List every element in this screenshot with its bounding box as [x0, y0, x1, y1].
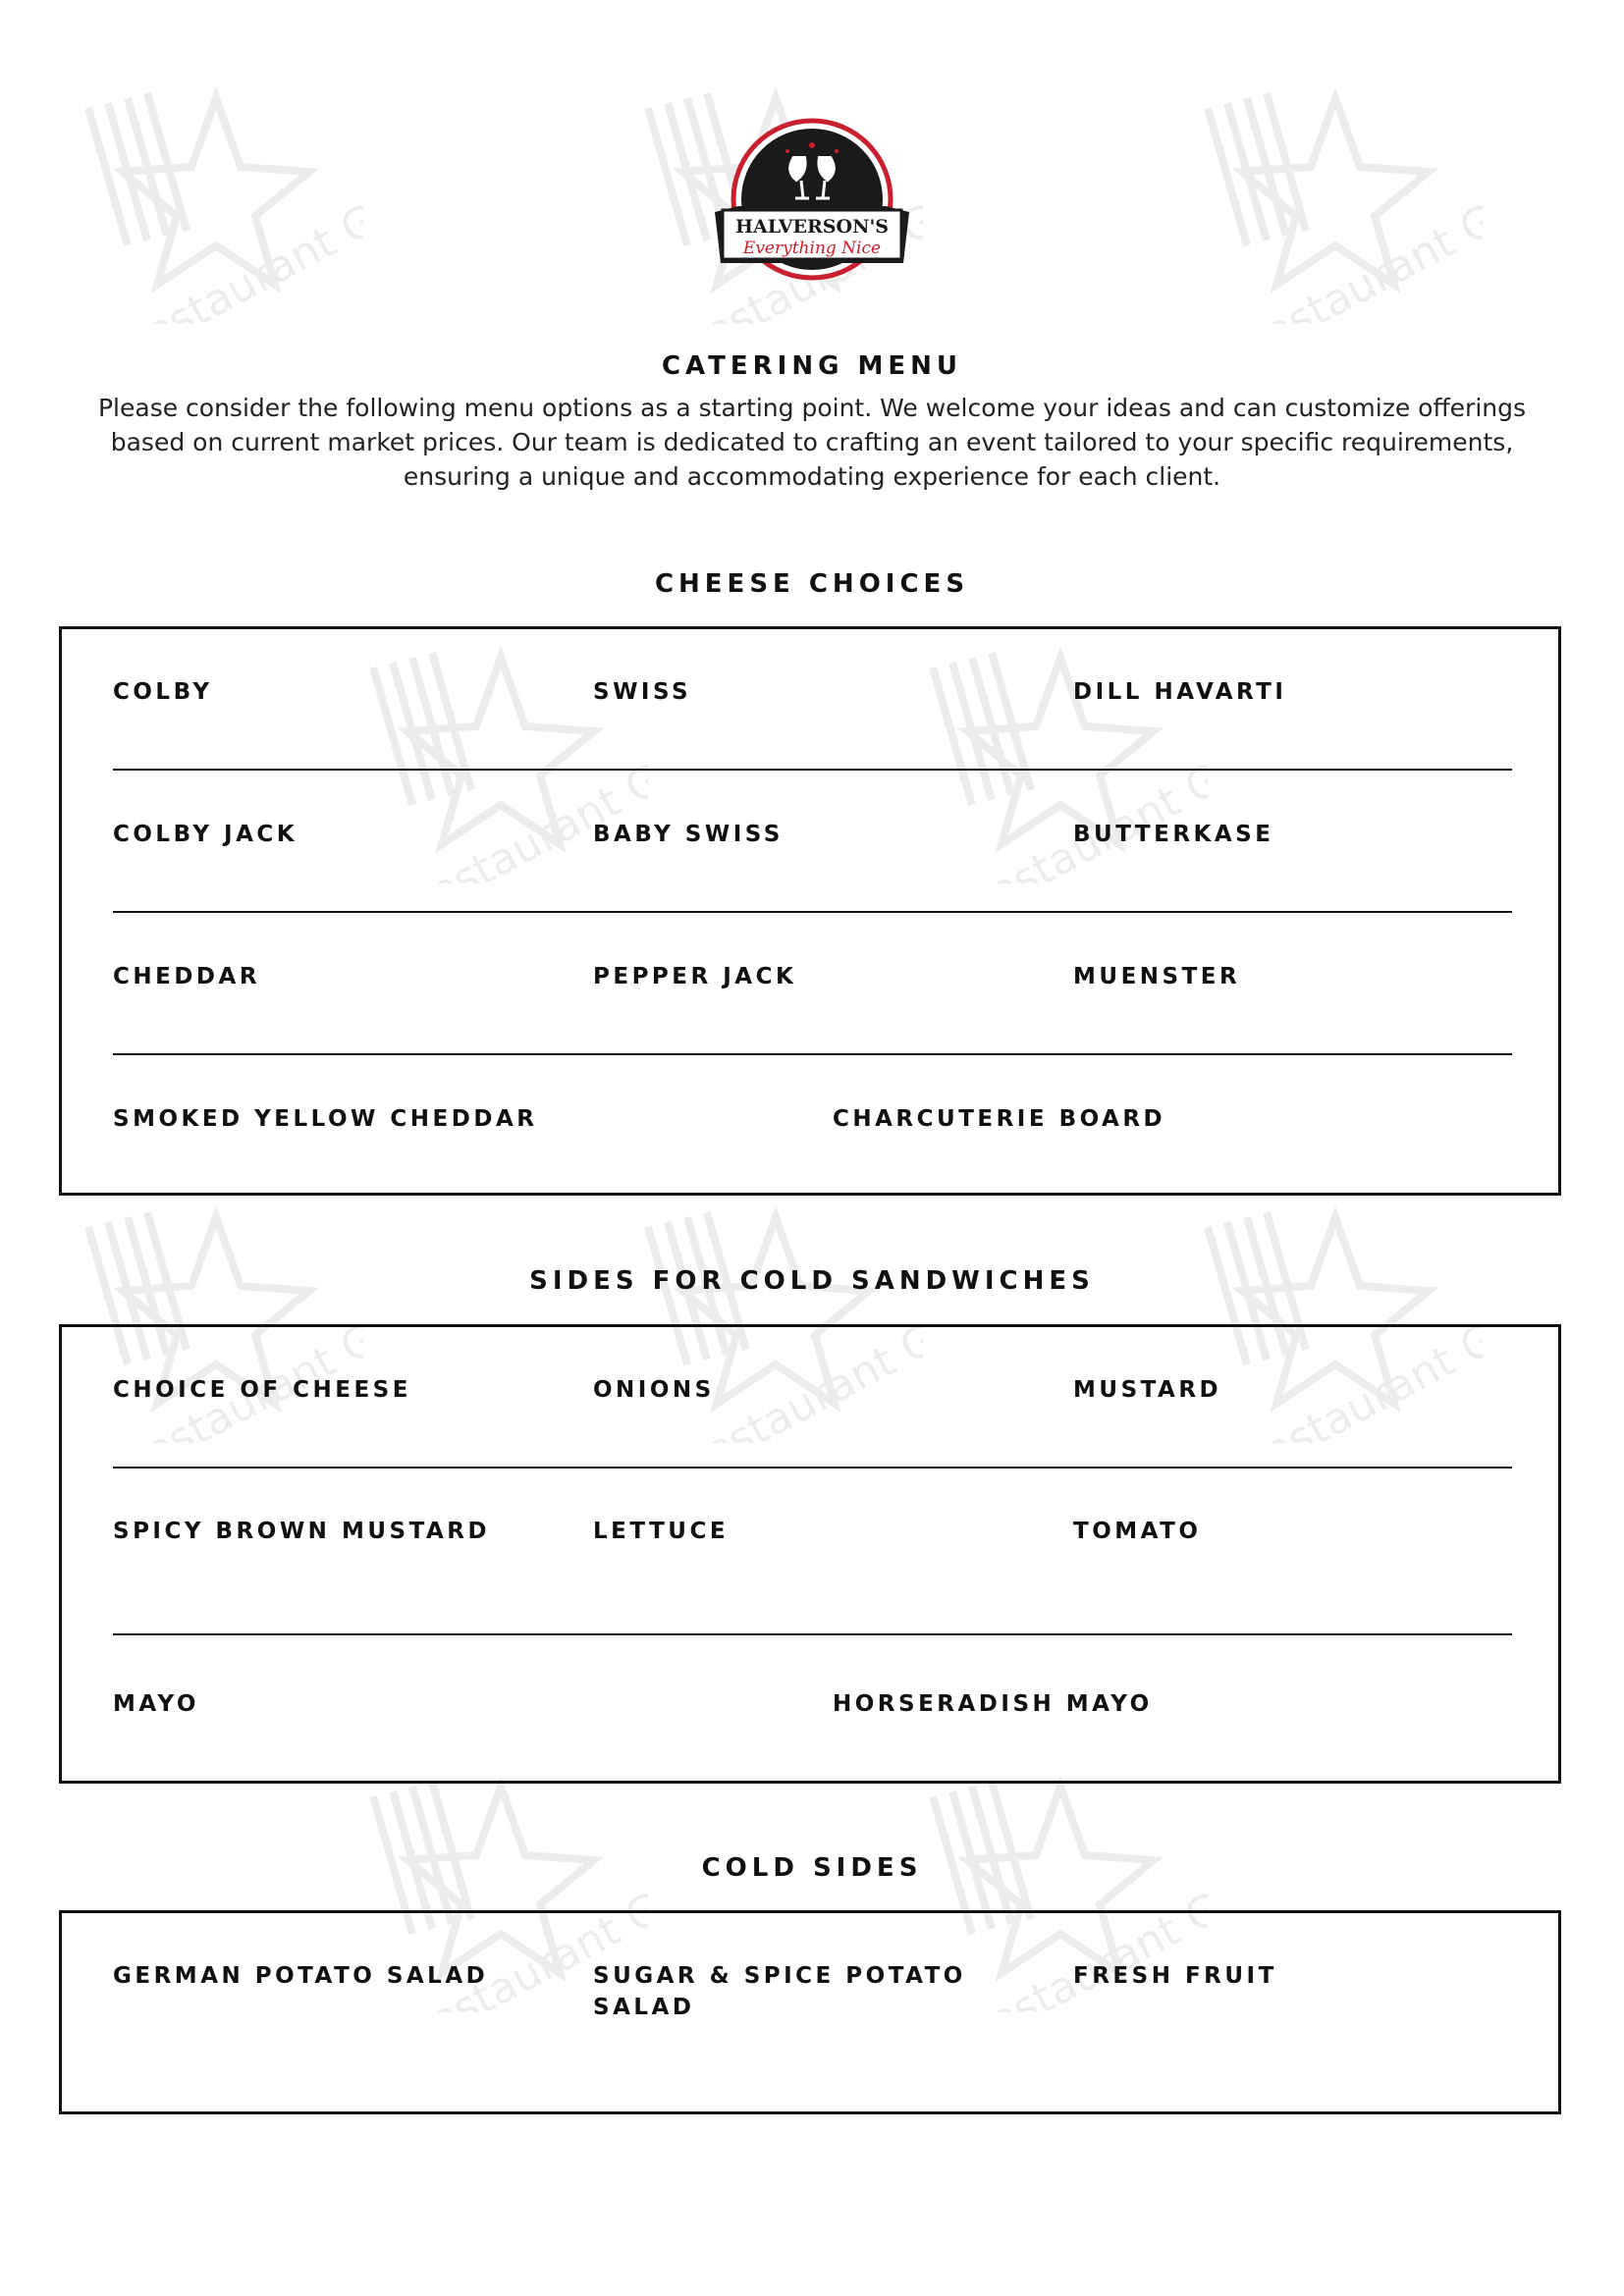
svg-text:Restaurant Guru: Restaurant Guru — [1230, 160, 1483, 324]
cheese-choices-box — [59, 626, 1561, 1196]
menu-item: HORSERADISH MAYO — [833, 1691, 1153, 1717]
svg-text:Restaurant Guru: Restaurant Guru — [396, 1848, 648, 2012]
menu-row — [113, 1516, 1512, 1635]
menu-item: SPICY BROWN MUSTARD — [113, 1519, 491, 1544]
menu-row — [113, 961, 1512, 1055]
menu-item: TOMATO — [1073, 1519, 1202, 1544]
svg-text:Restaurant Guru: Restaurant Guru — [396, 720, 648, 883]
menu-item: FRESH FRUIT — [1073, 1963, 1277, 1989]
intro-paragraph: Please consider the following menu options as a starting point. We welcome your ideas and can customize offerings based on current market prices. Our team is dedicated to crafting an event tailored to your specific requirements, ensuring a unique and accommodating experience for each client. — [97, 394, 1527, 491]
svg-text:HALVERSON'S: HALVERSON'S — [735, 216, 889, 238]
fork-star-icon — [1188, 69, 1483, 324]
menu-item: BABY SWISS — [593, 822, 784, 847]
svg-text:Everything Nice: Everything Nice — [742, 239, 882, 258]
menu-item: COLBY — [113, 679, 213, 705]
svg-text:Restaurant Guru: Restaurant Guru — [955, 720, 1208, 883]
page-title: CATERING MENU — [661, 351, 963, 381]
menu-item: CHEDDAR — [113, 964, 261, 989]
menu-item: DILL HAVARTI — [1073, 679, 1287, 705]
svg-text:Restaurant Guru: Guru — [892, 160, 923, 255]
brand-logo — [709, 116, 915, 293]
section-heading-cold-sides: COLD SIDES — [701, 1853, 923, 1883]
menu-item: MAYO — [113, 1691, 199, 1717]
menu-item: LETTUCE — [593, 1519, 730, 1544]
menu-item: SMOKED YELLOW CHEDDAR — [113, 1106, 538, 1132]
svg-text:Restaurant Guru: Restaurant Guru — [955, 1848, 1208, 2012]
section-heading-sandwich-sides: SIDES FOR COLD SANDWICHES — [529, 1266, 1095, 1296]
menu-item: MUENSTER — [1073, 964, 1241, 989]
menu-item: MUSTARD — [1073, 1377, 1222, 1403]
menu-item: PEPPER JACK — [593, 964, 797, 989]
menu-row — [113, 819, 1512, 913]
svg-text:Restaurant Guru: Restaurant Guru — [111, 160, 363, 324]
watermark — [1188, 69, 1483, 324]
watermark — [69, 69, 363, 324]
section-heading-cheese: CHEESE CHOICES — [654, 569, 970, 599]
sandwich-sides-box — [59, 1324, 1561, 1784]
menu-item: SUGAR & SPICE POTATO SALAD — [593, 1963, 966, 2020]
svg-text:Restaurant Guru: Restaurant Guru — [111, 1279, 363, 1443]
svg-text:Restaurant Guru: Restaurant Guru — [1230, 1279, 1483, 1443]
menu-row — [113, 676, 1512, 771]
menu-row — [113, 1103, 1512, 1152]
svg-text:Restaurant Guru: Restaurant Guru — [671, 1279, 923, 1443]
menu-item: GERMAN POTATO SALAD — [113, 1963, 489, 1989]
menu-item: CHARCUTERIE BOARD — [833, 1106, 1166, 1132]
menu-item: COLBY JACK — [113, 822, 298, 847]
menu-row — [113, 1960, 1512, 2029]
cold-sides-box — [59, 1910, 1561, 2114]
menu-item: CHOICE OF CHEESE — [113, 1377, 411, 1403]
menu-item: BUTTERKASE — [1073, 822, 1274, 847]
menu-item: SWISS — [593, 679, 692, 705]
menu-row — [113, 1374, 1512, 1468]
menu-item: ONIONS — [593, 1377, 715, 1403]
fork-star-icon — [69, 69, 363, 324]
menu-row — [113, 1688, 1512, 1737]
